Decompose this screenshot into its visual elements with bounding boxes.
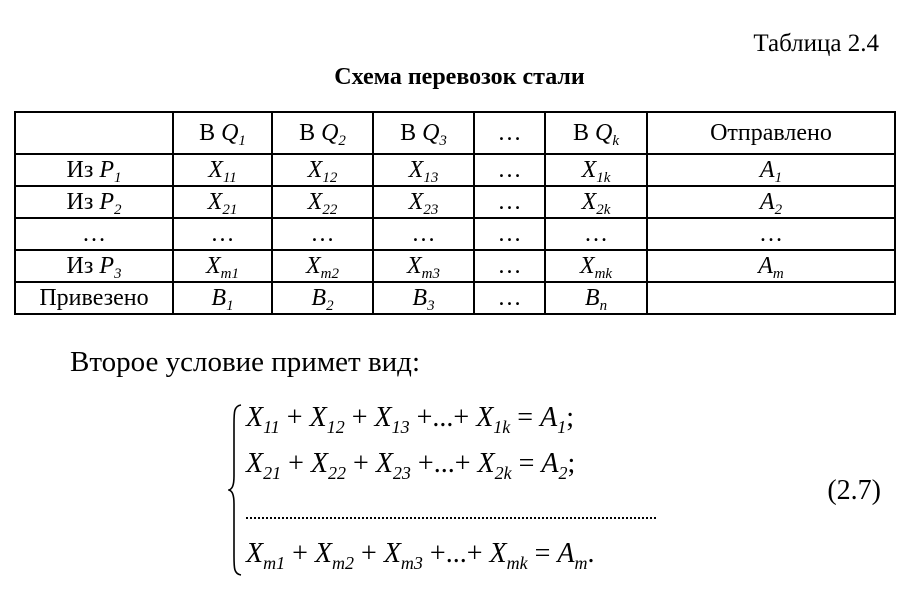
variable: Q	[321, 120, 339, 146]
subscript: 2	[774, 202, 783, 218]
table-cell	[373, 154, 474, 186]
variable: P	[99, 157, 114, 183]
row-label-cell	[15, 250, 173, 282]
table-row	[15, 218, 895, 250]
variable: P	[99, 253, 114, 279]
table-header-row	[15, 112, 895, 154]
subscript: m	[574, 553, 588, 573]
cell-text: …	[82, 221, 106, 247]
subscript: 13	[423, 170, 439, 186]
variable: X	[205, 253, 221, 279]
subscript: 1	[238, 133, 246, 149]
row-label-cell	[15, 282, 173, 314]
cell-prefix: В	[199, 120, 222, 146]
table-cell	[173, 282, 272, 314]
operator: +...+	[410, 448, 478, 479]
table-title: Схема перевозок стали	[334, 64, 585, 90]
subscript: 12	[322, 170, 338, 186]
subscript: 2	[326, 298, 334, 314]
subscript: 12	[326, 417, 345, 437]
header-cell	[272, 112, 373, 154]
subscript: 1	[226, 298, 234, 314]
equation-line-m	[246, 538, 595, 573]
variable: X	[375, 448, 393, 479]
table-cell	[173, 154, 272, 186]
cell-text: …	[310, 221, 335, 247]
variable: X	[383, 538, 401, 569]
variable: Q	[422, 120, 440, 146]
variable: X	[374, 402, 392, 433]
variable: B	[311, 285, 327, 311]
variable: X	[408, 157, 424, 183]
operator: =	[511, 448, 542, 479]
cell-text: …	[497, 120, 522, 146]
subscript: 1k	[596, 170, 611, 186]
subscript: 22	[328, 463, 347, 483]
subscript: 1	[774, 170, 783, 186]
subscript: 2	[338, 133, 346, 149]
table-cell	[545, 218, 647, 250]
subscript: 23	[392, 463, 411, 483]
operator: ;	[567, 448, 576, 479]
variable: X	[310, 448, 329, 479]
cell-prefix: В	[400, 120, 423, 146]
variable: X	[408, 189, 424, 215]
variable: A	[758, 253, 773, 279]
cell-text: …	[210, 221, 235, 247]
equation-system	[228, 398, 698, 583]
table-row	[15, 186, 895, 218]
subscript: m2	[320, 266, 339, 282]
variable: X	[246, 448, 264, 479]
table-cell	[373, 282, 474, 314]
subscript: m3	[400, 553, 423, 573]
subscript: k	[612, 133, 620, 149]
table-cell	[173, 186, 272, 218]
table-cell	[373, 218, 474, 250]
table-cell	[373, 186, 474, 218]
table-cell	[272, 218, 373, 250]
cell-prefix: В	[299, 120, 322, 146]
table-cell	[545, 154, 647, 186]
table-cell	[373, 250, 474, 282]
operator: +	[354, 538, 384, 569]
variable: X	[305, 253, 321, 279]
subscript: m2	[332, 553, 355, 573]
ellipsis-line	[246, 493, 656, 519]
variable: A	[541, 448, 559, 479]
variable: X	[314, 538, 333, 569]
subscript: 3	[427, 298, 435, 314]
cell-text: Отправлено	[710, 120, 832, 146]
equation-number: (2.7)	[827, 475, 881, 506]
subscript: 2k	[596, 202, 611, 218]
operator: +	[281, 448, 311, 479]
cell-prefix: Из	[66, 157, 100, 183]
variable: B	[211, 285, 227, 311]
table-cell	[647, 282, 895, 314]
table-cell	[545, 186, 647, 218]
variable: X	[307, 157, 323, 183]
subscript: m1	[263, 553, 286, 573]
table-label: Таблица 2.4	[753, 30, 879, 57]
cell-prefix: В	[572, 120, 595, 146]
variable: X	[406, 253, 422, 279]
header-cell	[545, 112, 647, 154]
equation-line-1	[246, 402, 574, 437]
subscript: 21	[222, 202, 238, 218]
subscript: n	[599, 298, 608, 314]
cell-text: …	[759, 221, 783, 247]
table-cell	[647, 186, 895, 218]
table-cell	[272, 154, 373, 186]
subscript: 11	[222, 170, 237, 186]
table-row	[15, 250, 895, 282]
table-cell	[545, 282, 647, 314]
header-corner-cell	[15, 112, 173, 154]
equation-line-2	[246, 448, 576, 483]
operator: +...+	[409, 402, 477, 433]
table-cell	[647, 250, 895, 282]
cell-prefix: Из	[66, 189, 100, 215]
table-cell	[474, 282, 545, 314]
cell-text: …	[497, 285, 522, 311]
variable: X	[208, 157, 223, 183]
variable: X	[307, 189, 323, 215]
subscript: 1k	[493, 417, 511, 437]
subscript: 2k	[494, 463, 512, 483]
row-label-cell	[15, 186, 173, 218]
cell-text: …	[497, 157, 522, 183]
variable: B	[412, 285, 428, 311]
subscript: 1	[557, 417, 567, 437]
subscript: 11	[263, 417, 280, 437]
subscript: 3	[439, 133, 447, 149]
table-cell	[173, 250, 272, 282]
table-row	[15, 154, 895, 186]
table-cell	[474, 186, 545, 218]
cell-text: Привезено	[39, 285, 149, 311]
operator: .	[587, 538, 595, 569]
cell-text: …	[584, 221, 608, 247]
variable: X	[579, 253, 595, 279]
variable: X	[246, 402, 264, 433]
subscript: mk	[594, 266, 613, 282]
left-brace-icon	[228, 404, 242, 576]
operator: =	[527, 538, 558, 569]
subscript: m3	[421, 266, 440, 282]
table-cell	[474, 218, 545, 250]
variable: A	[557, 538, 575, 569]
table-cell	[272, 186, 373, 218]
variable: Q	[221, 120, 239, 146]
table-cell	[474, 250, 545, 282]
table-cell	[173, 218, 272, 250]
header-cell	[173, 112, 272, 154]
header-cell	[373, 112, 474, 154]
operator: +	[285, 538, 315, 569]
subscript: 2	[113, 202, 122, 218]
subscript: 21	[263, 463, 282, 483]
operator: +	[279, 402, 310, 433]
variable: A	[759, 189, 775, 215]
header-cell	[647, 112, 895, 154]
operator: ;	[566, 402, 574, 433]
table-cell	[545, 250, 647, 282]
header-cell	[474, 112, 545, 154]
table-cell	[647, 218, 895, 250]
variable: A	[759, 157, 775, 183]
cell-text: …	[411, 221, 436, 247]
intro-text: Второе условие примет вид:	[70, 346, 420, 378]
operator: +...+	[422, 538, 490, 569]
table-cell	[474, 154, 545, 186]
row-label-cell	[15, 218, 173, 250]
operator: +	[344, 402, 375, 433]
variable: Q	[595, 120, 613, 146]
variable: X	[207, 189, 223, 215]
table-row	[15, 282, 895, 314]
variable: X	[309, 402, 327, 433]
row-label-cell	[15, 154, 173, 186]
variable: X	[489, 538, 507, 569]
variable: X	[581, 157, 597, 183]
operator: +	[346, 448, 376, 479]
steel-transport-table	[14, 111, 896, 315]
variable: X	[581, 189, 597, 215]
subscript: mk	[506, 553, 528, 573]
variable: A	[540, 402, 558, 433]
subscript: 22	[322, 202, 338, 218]
subscript: m	[772, 266, 784, 282]
cell-text: …	[497, 221, 522, 247]
subscript: 1	[113, 170, 122, 186]
table-cell	[272, 282, 373, 314]
variable: X	[476, 402, 494, 433]
cell-prefix: Из	[66, 253, 100, 279]
subscript: 23	[423, 202, 439, 218]
subscript: m1	[220, 266, 239, 282]
variable: X	[477, 448, 495, 479]
operator: =	[510, 402, 541, 433]
table-cell	[647, 154, 895, 186]
variable: X	[246, 538, 264, 569]
cell-text: …	[497, 189, 522, 215]
variable: B	[584, 285, 600, 311]
subscript: 3	[113, 266, 122, 282]
variable: P	[99, 189, 114, 215]
subscript: 2	[558, 463, 568, 483]
table-cell	[272, 250, 373, 282]
subscript: 13	[391, 417, 410, 437]
cell-text: …	[497, 253, 522, 279]
